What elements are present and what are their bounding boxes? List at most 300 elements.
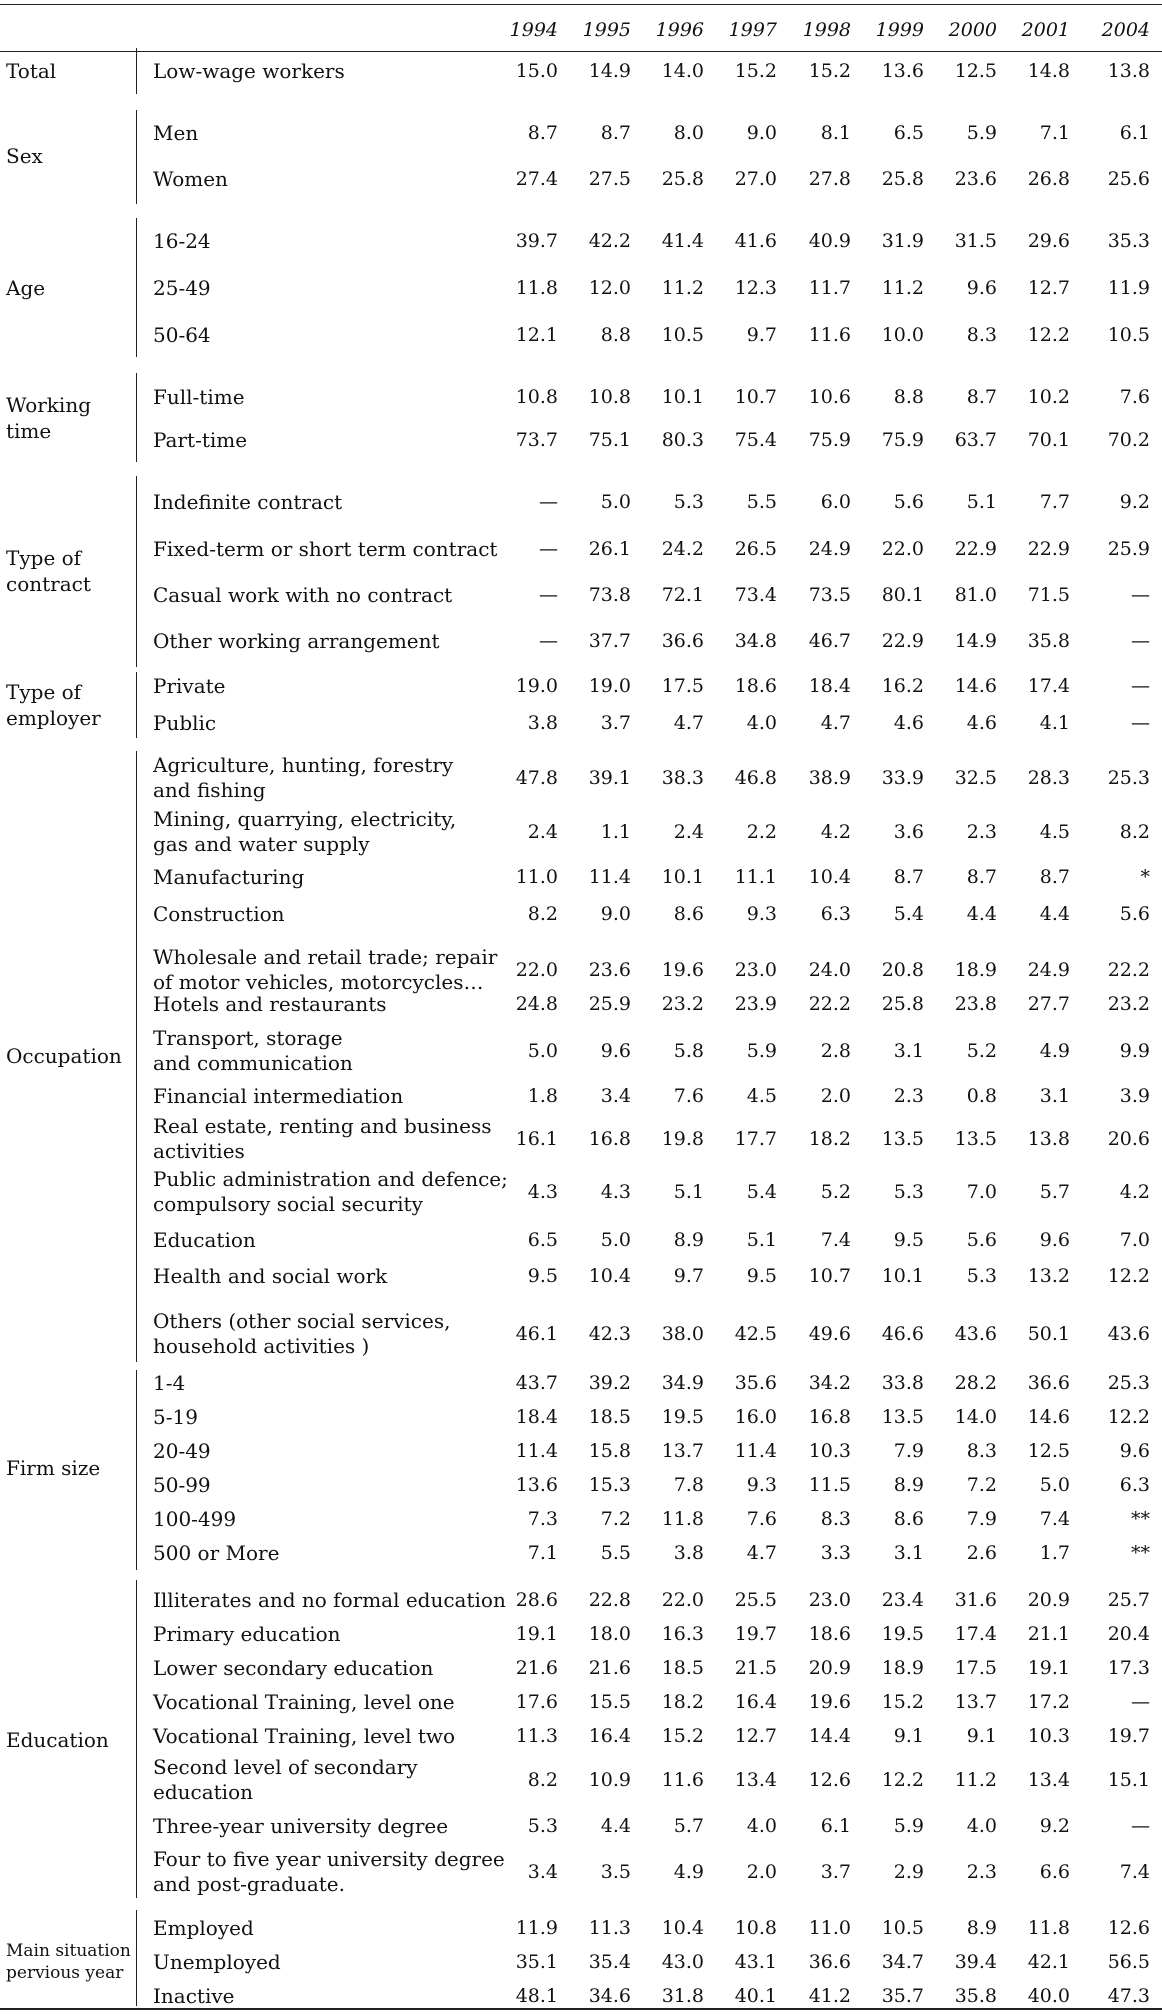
table-cell: 36.6 — [808, 1951, 851, 1973]
table-cell: 9.7 — [746, 324, 777, 346]
table-cell: 2.0 — [746, 1861, 777, 1883]
table-cell: 75.9 — [881, 429, 924, 451]
table-cell: 10.0 — [881, 324, 924, 346]
table-cell: 20.9 — [808, 1657, 851, 1679]
table-cell: 10.5 — [1107, 324, 1150, 346]
table-cell: 39.2 — [588, 1372, 631, 1394]
table-cell: 2.2 — [746, 821, 777, 843]
table-cell: 8.1 — [820, 122, 851, 144]
table-cell: 14.6 — [1027, 1406, 1070, 1428]
table-cell: 21.5 — [734, 1657, 777, 1679]
table-cell: 33.9 — [881, 767, 924, 789]
table-cell: 8.6 — [673, 903, 704, 925]
table-cell: 14.4 — [808, 1725, 851, 1747]
table-cell: 10.5 — [661, 324, 704, 346]
category-label: Firm size — [6, 1456, 101, 1480]
table-cell: 10.7 — [808, 1265, 851, 1287]
table-cell: 12.6 — [808, 1769, 851, 1791]
table-cell: 23.0 — [734, 959, 777, 981]
table-cell: 7.4 — [820, 1229, 851, 1251]
table-cell: 13.8 — [1027, 1128, 1070, 1150]
row-label: Mining, quarrying, electricity, gas and water supply — [153, 807, 457, 856]
row-label: Hotels and restaurants — [153, 992, 387, 1016]
table-cell: 8.9 — [673, 1229, 704, 1251]
table-cell: 5.6 — [1119, 903, 1150, 925]
table-cell: 17.5 — [954, 1657, 997, 1679]
table-cell: 19.1 — [515, 1623, 558, 1645]
table-cell: 19.5 — [881, 1623, 924, 1645]
row-label: 50-64 — [153, 323, 211, 347]
table-cell: 13.5 — [881, 1128, 924, 1150]
row-label: 50-99 — [153, 1473, 211, 1497]
table-cell: 4.4 — [1039, 903, 1070, 925]
table-cell: 5.1 — [746, 1229, 777, 1251]
table-cell: 3.4 — [527, 1861, 558, 1883]
table-cell: 2.9 — [893, 1861, 924, 1883]
table-cell: 8.7 — [966, 386, 997, 408]
table-cell: 35.8 — [954, 1985, 997, 2007]
table-cell: — — [1131, 712, 1150, 734]
table-cell: 5.4 — [893, 903, 924, 925]
table-cell: 7.1 — [1039, 122, 1070, 144]
category-label: Education — [6, 1728, 109, 1752]
table-cell: 2.6 — [966, 1542, 997, 1564]
table-cell: 2.3 — [893, 1085, 924, 1107]
table-cell: 22.0 — [515, 959, 558, 981]
row-label: 20-49 — [153, 1439, 211, 1463]
table-cell: 46.7 — [808, 630, 851, 652]
table-cell: 11.7 — [808, 277, 851, 299]
group-bar — [136, 1580, 137, 1898]
row-label: Three-year university degree — [153, 1814, 449, 1838]
table-cell: 18.6 — [734, 675, 777, 697]
table-cell: 13.2 — [1027, 1265, 1070, 1287]
table-cell: 38.9 — [808, 767, 851, 789]
table-cell: 38.3 — [661, 767, 704, 789]
table-cell: — — [539, 584, 558, 606]
table-cell: 8.2 — [527, 1769, 558, 1791]
table-cell: 16.3 — [661, 1623, 704, 1645]
table-cell: 9.6 — [1039, 1229, 1070, 1251]
table-cell: 33.8 — [881, 1372, 924, 1394]
table-cell: 25.8 — [881, 993, 924, 1015]
table-cell: 23.6 — [954, 168, 997, 190]
table-cell: 1.7 — [1039, 1542, 1070, 1564]
table-cell: 17.6 — [515, 1691, 558, 1713]
table-cell: 47.3 — [1107, 1985, 1150, 2007]
row-label: Public administration and defence; compulsory social security — [153, 1167, 508, 1216]
table-cell: 42.3 — [588, 1323, 631, 1345]
table-cell: 10.3 — [1027, 1725, 1070, 1747]
row-label: Private — [153, 674, 226, 698]
table-cell: 16.4 — [588, 1725, 631, 1747]
table-cell: 13.7 — [954, 1691, 997, 1713]
table-cell: 20.6 — [1107, 1128, 1150, 1150]
year-header: 1997 — [728, 19, 777, 41]
row-label: 100-499 — [153, 1507, 237, 1531]
table-cell: 10.4 — [661, 1917, 704, 1939]
table-cell: 10.4 — [808, 866, 851, 888]
table-cell: 11.2 — [881, 277, 924, 299]
table-cell: 22.9 — [1027, 538, 1070, 560]
table-cell: 7.9 — [966, 1508, 997, 1530]
table-cell: 12.7 — [1027, 277, 1070, 299]
table-cell: 10.1 — [881, 1265, 924, 1287]
table-cell: 4.7 — [820, 712, 851, 734]
row-label: 1-4 — [153, 1371, 186, 1395]
table-cell: 26.8 — [1027, 168, 1070, 190]
table-cell: 6.0 — [820, 491, 851, 513]
table-cell: — — [1131, 675, 1150, 697]
table-cell: 5.1 — [673, 1181, 704, 1203]
row-label: Manufacturing — [153, 865, 305, 889]
row-label: Other working arrangement — [153, 629, 440, 653]
table-cell: 13.5 — [881, 1406, 924, 1428]
table-cell: 5.5 — [746, 491, 777, 513]
table-cell: 27.5 — [588, 168, 631, 190]
table-cell: 15.2 — [881, 1691, 924, 1713]
table-cell: 4.7 — [746, 1542, 777, 1564]
table-cell: 15.1 — [1107, 1769, 1150, 1791]
table-cell: 5.9 — [893, 1815, 924, 1837]
table-cell: 31.9 — [881, 230, 924, 252]
table-cell: 13.7 — [661, 1440, 704, 1462]
table-cell: 21.6 — [588, 1657, 631, 1679]
table-cell: 73.4 — [734, 584, 777, 606]
table-cell: 14.8 — [1027, 60, 1070, 82]
table-cell: 18.4 — [515, 1406, 558, 1428]
table-cell: 7.0 — [966, 1181, 997, 1203]
table-cell: 80.1 — [881, 584, 924, 606]
table-cell: 21.1 — [1027, 1623, 1070, 1645]
group-bar — [136, 218, 137, 357]
table-cell: 3.8 — [527, 712, 558, 734]
table-cell: 7.6 — [746, 1508, 777, 1530]
table-cell: 9.9 — [1119, 1040, 1150, 1062]
table-cell: 11.4 — [588, 866, 631, 888]
table-cell: 41.4 — [661, 230, 704, 252]
table-cell: 7.7 — [1039, 491, 1070, 513]
table-cell: 25.9 — [1107, 538, 1150, 560]
table-cell: 22.9 — [881, 630, 924, 652]
table-cell: 8.3 — [820, 1508, 851, 1530]
table-cell: 26.1 — [588, 538, 631, 560]
table-cell: 15.0 — [515, 60, 558, 82]
table-cell: 22.2 — [808, 993, 851, 1015]
table-cell: 14.6 — [954, 675, 997, 697]
table-cell: 5.0 — [1039, 1474, 1070, 1496]
table-cell: 43.1 — [734, 1951, 777, 1973]
category-label: Working time — [6, 393, 91, 443]
table-cell: 17.7 — [734, 1128, 777, 1150]
table-cell: 4.5 — [746, 1085, 777, 1107]
table-cell: 5.0 — [600, 491, 631, 513]
table-cell: 31.6 — [954, 1589, 997, 1611]
table-cell: 34.9 — [661, 1372, 704, 1394]
table-cell: 2.0 — [820, 1085, 851, 1107]
table-cell: 73.8 — [588, 584, 631, 606]
table-cell: 11.8 — [1027, 1917, 1070, 1939]
table-cell: 2.3 — [966, 1861, 997, 1883]
table-cell: 16.0 — [734, 1406, 777, 1428]
table-cell: 70.2 — [1107, 429, 1150, 451]
table-cell: 19.7 — [734, 1623, 777, 1645]
table-cell: 4.5 — [1039, 821, 1070, 843]
table-cell: 73.7 — [515, 429, 558, 451]
table-cell: 18.4 — [808, 675, 851, 697]
table-cell: 11.3 — [515, 1725, 558, 1747]
table-cell: 35.6 — [734, 1372, 777, 1394]
table-cell: 49.6 — [808, 1323, 851, 1345]
category-label: Age — [6, 276, 46, 300]
table-cell: 2.4 — [527, 821, 558, 843]
table-cell: 13.8 — [1107, 60, 1150, 82]
table-cell: 19.0 — [515, 675, 558, 697]
table-cell: 25.8 — [881, 168, 924, 190]
table-cell: — — [1131, 1691, 1150, 1713]
table-cell: 13.4 — [734, 1769, 777, 1791]
table-cell: 7.9 — [893, 1440, 924, 1462]
table-cell: 23.0 — [808, 1589, 851, 1611]
table-cell: 16.1 — [515, 1128, 558, 1150]
table-cell: 11.3 — [588, 1917, 631, 1939]
table-cell: 80.3 — [661, 429, 704, 451]
group-bar — [136, 751, 137, 1362]
table-cell: 6.6 — [1039, 1861, 1070, 1883]
row-label: Unemployed — [153, 1950, 281, 1974]
table-cell: 34.2 — [808, 1372, 851, 1394]
table-cell: 22.2 — [1107, 959, 1150, 981]
table-cell: 13.5 — [954, 1128, 997, 1150]
table-cell: 22.8 — [588, 1589, 631, 1611]
table-cell: 46.8 — [734, 767, 777, 789]
table-cell: 19.1 — [1027, 1657, 1070, 1679]
table-cell: 11.5 — [808, 1474, 851, 1496]
table-cell: 27.4 — [515, 168, 558, 190]
table-cell: 5.6 — [966, 1229, 997, 1251]
table-cell: 5.2 — [820, 1181, 851, 1203]
row-label: Transport, storage and communication — [153, 1026, 353, 1075]
row-label: Part-time — [153, 428, 248, 452]
row-label: Construction — [153, 902, 285, 926]
table-cell: — — [1131, 1815, 1150, 1837]
table-cell: 5.7 — [1039, 1181, 1070, 1203]
table-cell: 6.5 — [527, 1229, 558, 1251]
table-cell: 5.5 — [600, 1542, 631, 1564]
table-cell: 9.1 — [966, 1725, 997, 1747]
table-cell: 8.6 — [893, 1508, 924, 1530]
table-cell: 24.9 — [808, 538, 851, 560]
year-header: 1999 — [875, 19, 924, 41]
table-cell: 5.4 — [746, 1181, 777, 1203]
row-label: Others (other social services, household activities ) — [153, 1309, 451, 1358]
table-cell: 35.4 — [588, 1951, 631, 1973]
table-cell: 20.4 — [1107, 1623, 1150, 1645]
table-cell: 7.2 — [966, 1474, 997, 1496]
year-header: 2004 — [1101, 19, 1150, 41]
table-cell: 18.2 — [661, 1691, 704, 1713]
table-cell: 37.7 — [588, 630, 631, 652]
category-label: Sex — [6, 144, 43, 168]
table-cell: 24.9 — [1027, 959, 1070, 981]
table-cell: 1.8 — [527, 1085, 558, 1107]
table-cell: 40.9 — [808, 230, 851, 252]
table-cell: 27.7 — [1027, 993, 1070, 1015]
row-label: 500 or More — [153, 1541, 280, 1565]
table-cell: 4.2 — [820, 821, 851, 843]
table-cell: 8.3 — [966, 1440, 997, 1462]
table-cell: 4.4 — [966, 903, 997, 925]
table-cell: 15.2 — [734, 60, 777, 82]
row-label: 5-19 — [153, 1405, 198, 1429]
table-cell: 0.8 — [966, 1085, 997, 1107]
table-cell: 4.9 — [1039, 1040, 1070, 1062]
table-cell: 7.4 — [1039, 1508, 1070, 1530]
category-label: Main situation pervious year — [6, 1941, 131, 1983]
table-cell: 10.1 — [661, 386, 704, 408]
table-cell: 27.8 — [808, 168, 851, 190]
year-header: 1995 — [582, 19, 631, 41]
header-rule — [0, 51, 1162, 52]
table-cell: 24.2 — [661, 538, 704, 560]
table-cell: 3.1 — [1039, 1085, 1070, 1107]
table-cell: 9.0 — [600, 903, 631, 925]
table-cell: 11.4 — [734, 1440, 777, 1462]
table-cell: 25.5 — [734, 1589, 777, 1611]
table-cell: 6.3 — [820, 903, 851, 925]
table-cell: 18.5 — [661, 1657, 704, 1679]
table-cell: 5.3 — [893, 1181, 924, 1203]
table-cell: 27.0 — [734, 168, 777, 190]
table-cell: 10.8 — [515, 386, 558, 408]
table-cell: 7.4 — [1119, 1861, 1150, 1883]
table-cell: 12.1 — [515, 324, 558, 346]
table-cell: 9.6 — [600, 1040, 631, 1062]
table-cell: 29.6 — [1027, 230, 1070, 252]
table-cell: 26.5 — [734, 538, 777, 560]
table-cell: 17.4 — [1027, 675, 1070, 697]
table-cell: 6.1 — [820, 1815, 851, 1837]
group-bar — [136, 1910, 137, 2006]
row-label: Casual work with no contract — [153, 583, 453, 607]
table-cell: 35.3 — [1107, 230, 1150, 252]
table-cell: 28.2 — [954, 1372, 997, 1394]
table-cell: 22.9 — [954, 538, 997, 560]
table-cell: — — [1131, 584, 1150, 606]
table-cell: 12.7 — [734, 1725, 777, 1747]
group-bar — [136, 373, 137, 462]
table-cell: 11.0 — [515, 866, 558, 888]
table-cell: 9.6 — [966, 277, 997, 299]
table-cell: 25.6 — [1107, 168, 1150, 190]
table-cell: 10.3 — [808, 1440, 851, 1462]
table-cell: 5.8 — [673, 1040, 704, 1062]
table-cell: 7.1 — [527, 1542, 558, 1564]
table-cell: 24.0 — [808, 959, 851, 981]
table-cell: 10.6 — [808, 386, 851, 408]
table-cell: 43.6 — [1107, 1323, 1150, 1345]
table-cell: 20.8 — [881, 959, 924, 981]
table-cell: 81.0 — [954, 584, 997, 606]
table-cell: 41.6 — [734, 230, 777, 252]
table-cell: 12.0 — [588, 277, 631, 299]
row-label: Inactive — [153, 1984, 235, 2008]
table-cell: 10.7 — [734, 386, 777, 408]
table-cell: 9.2 — [1039, 1815, 1070, 1837]
table-cell: 9.5 — [527, 1265, 558, 1287]
table-cell: 71.5 — [1027, 584, 1070, 606]
table-cell: 11.0 — [808, 1917, 851, 1939]
table-cell: 20.9 — [1027, 1589, 1070, 1611]
table-cell: 42.1 — [1027, 1951, 1070, 1973]
table-cell: 38.0 — [661, 1323, 704, 1345]
table-cell: 12.6 — [1107, 1917, 1150, 1939]
table-cell: 10.5 — [881, 1917, 924, 1939]
table-cell: 9.6 — [1119, 1440, 1150, 1462]
table-cell: 13.6 — [515, 1474, 558, 1496]
table-cell: 8.2 — [527, 903, 558, 925]
row-label: 16-24 — [153, 229, 211, 253]
table-cell: 43.6 — [954, 1323, 997, 1345]
category-label: Type of employer — [6, 680, 101, 730]
table-cell: 19.5 — [661, 1406, 704, 1428]
table-cell: — — [539, 630, 558, 652]
table-cell: 11.2 — [954, 1769, 997, 1791]
table-cell: 11.9 — [515, 1917, 558, 1939]
row-label: Vocational Training, level one — [153, 1690, 455, 1714]
table-cell: 14.9 — [954, 630, 997, 652]
table-cell: * — [1140, 866, 1150, 888]
table-cell: 14.0 — [954, 1406, 997, 1428]
table-cell: 16.8 — [588, 1128, 631, 1150]
table-cell: 19.8 — [661, 1128, 704, 1150]
table-cell: 9.5 — [893, 1229, 924, 1251]
table-cell: 23.2 — [1107, 993, 1150, 1015]
table-cell: 46.6 — [881, 1323, 924, 1345]
table-cell: 9.0 — [746, 122, 777, 144]
table-cell: 5.0 — [527, 1040, 558, 1062]
table-cell: 42.2 — [588, 230, 631, 252]
table-cell: 8.7 — [600, 122, 631, 144]
table-cell: 35.7 — [881, 1985, 924, 2007]
table-cell: 3.1 — [893, 1040, 924, 1062]
row-label: Four to five year university degree and post-graduate. — [153, 1847, 505, 1896]
table-cell: 7.6 — [1119, 386, 1150, 408]
table-cell: 47.8 — [515, 767, 558, 789]
table-cell: 3.7 — [820, 1861, 851, 1883]
table-cell: 16.4 — [734, 1691, 777, 1713]
table-cell: 17.3 — [1107, 1657, 1150, 1679]
table-cell: 19.6 — [808, 1691, 851, 1713]
table-cell: 8.2 — [1119, 821, 1150, 843]
table-cell: 35.1 — [515, 1951, 558, 1973]
group-bar — [136, 48, 137, 94]
year-header: 2000 — [948, 19, 997, 41]
table-cell: 3.8 — [673, 1542, 704, 1564]
table-cell: 46.1 — [515, 1323, 558, 1345]
table-cell: 31.5 — [954, 230, 997, 252]
group-bar — [136, 672, 137, 738]
table-cell: 50.1 — [1027, 1323, 1070, 1345]
table-cell: 9.3 — [746, 903, 777, 925]
table-cell: 15.5 — [588, 1691, 631, 1713]
table-cell: 5.9 — [746, 1040, 777, 1062]
row-label: Health and social work — [153, 1264, 388, 1288]
year-header: 1996 — [655, 19, 704, 41]
table-cell: 24.8 — [515, 993, 558, 1015]
row-label: Indefinite contract — [153, 490, 343, 514]
table-cell: — — [1131, 630, 1150, 652]
